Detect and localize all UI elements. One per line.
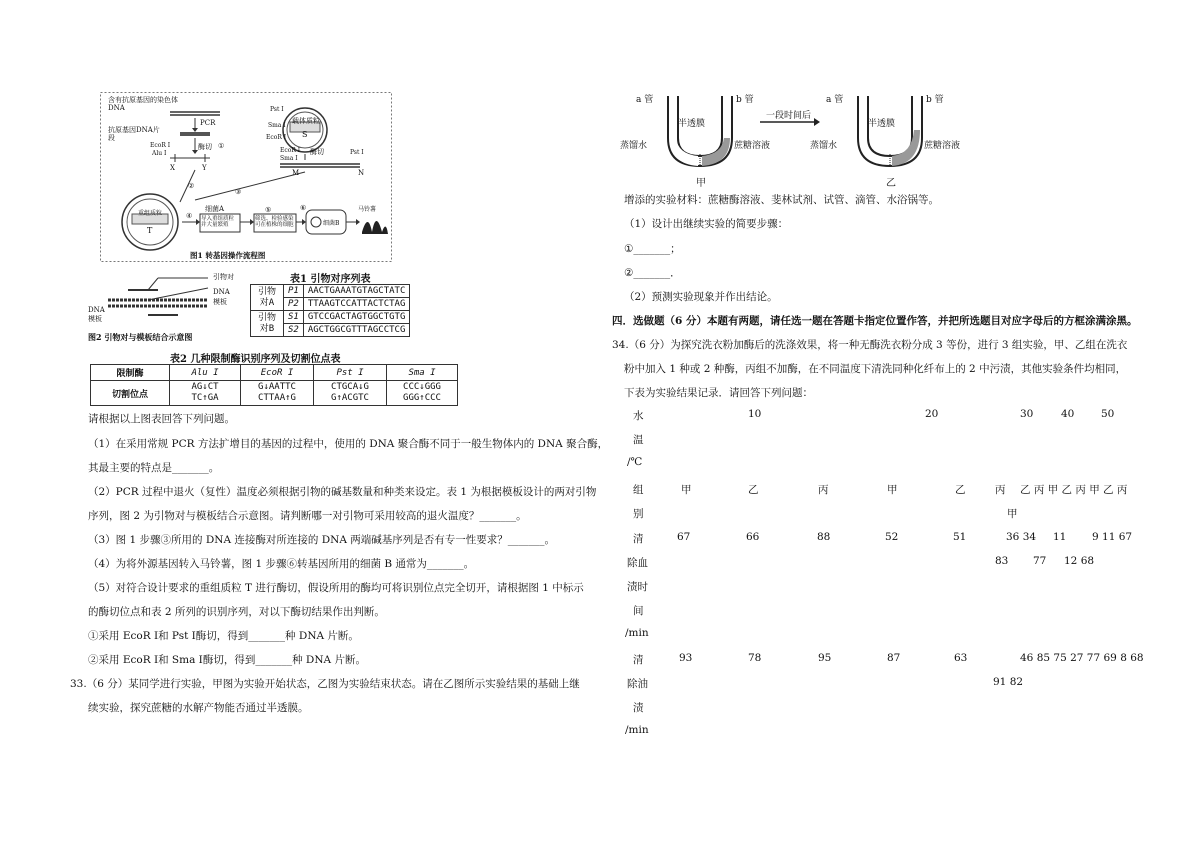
table-cell: 乙 丙 甲 乙 丙 甲 乙 丙 [1020,484,1128,496]
text-line: （3）图 1 步骤③所用的 DNA 连接酶对所连接的 DNA 两端碱基序列是否有专一性要求？_______。 [88,534,556,546]
fig1-label-sma3: Sma I [280,155,298,162]
sucrose-label-yi: 蔗糖溶液 [924,141,961,151]
table-cell: 50 [1101,408,1115,420]
fig1-label-y: Y [202,164,207,172]
figure-1-gene-flowchart [100,92,392,262]
fig1-label-step2: ② [188,182,195,190]
figure-2-primer-template [88,270,248,346]
text-line: 下表为实验结果记录．请回答下列问题： [624,387,813,399]
table-cell: 10 [748,408,762,420]
fig1-label-ecor: EcoR I [150,142,171,149]
table-cell: 93 [679,652,693,664]
fig1-label-x: X [170,164,175,172]
table-cell: /℃ [627,456,643,468]
table2-restriction-enzymes [90,364,458,406]
table-row [91,365,458,381]
fig1-label-pst-top: Pst I [270,106,284,113]
figure-u-tube-experiment [620,90,961,189]
text-line: 粉中加入 1 种或 2 种酶，丙组不加酶，在不同温度下清洗同种化纤布上的 2 中污渍，其他实验条件均相同， [624,363,1127,375]
fig1-label-pst3: Pst I [350,149,364,156]
text-line: ①_______； [624,243,681,255]
fig1-label-plasmid: 载体质粒 [292,117,320,125]
table-cell: 67 [677,531,691,543]
table-cell: 丙 [818,484,829,496]
fig1-label-step6: ⑥ [300,204,307,212]
arrow-label: 一段时间后 [766,111,812,121]
table1-cell: S2 [284,324,304,337]
b-tube-label-yi: b 管 [926,95,944,105]
table2-header: 限制酶 [91,365,170,381]
fig2-label-primer: 引物对 [213,273,234,281]
table-cell: 清 [633,654,644,666]
fig1-label-cut1: 酶切 [198,143,212,151]
fig1-label-s: S [302,130,308,139]
fig1-label-step3: ③ [235,188,242,196]
table-cell: 组 [633,484,644,496]
text-line: 增添的实验材料：蔗糖酶溶液、斐林试剂、试管、滴管、水浴锅等。 [624,194,939,206]
water-label-yi: 蒸馏水 [810,141,838,151]
table-row [91,381,458,406]
fig1-label-pcr: PCR [200,119,216,127]
label-jia: 甲 [696,178,706,189]
text-line: 的酶切位点和表 2 所列的识别序列，对以下酶切结果作出判断。 [88,606,385,618]
fig1-label-alu: Alu I [152,150,167,157]
table1-group: 引物对B [251,311,284,337]
table-cell: 46 85 75 27 77 69 8 68 [1020,652,1144,664]
table-cell: 别 [633,508,644,520]
table-cell: 间 [633,605,644,617]
text-line: （2）预测实验现象并作出结论。 [624,291,778,303]
table-cell: 除血 [627,557,648,569]
table-cell: 乙 [748,484,759,496]
table-cell: 甲 [681,484,692,496]
table2-header: Sma I [387,365,458,381]
table1-cell: GTCCGACTAGTGGCTGTG [303,311,410,324]
table1-primer-pairs [250,284,410,337]
table-cell: 36 34 [1006,531,1037,543]
table-cell: 甲 [887,484,898,496]
table-cell: 66 [746,531,760,543]
table1-cell: AGCTGGCGTTTAGCCTCG [303,324,410,337]
membrane-label-yi: 半透膜 [868,119,896,129]
text-line: （4）为将外源基因转入马铃薯，图 1 步骤⑥转基因所用的细菌 B 通常为_______。 [88,558,475,570]
table-row [251,285,410,298]
fig1-label-step4: ④ [186,212,193,220]
text-line: 序列，图 2 为引物对与模板结合示意图。请判断哪一对引物可采用较高的退火温度？_______。 [88,510,527,522]
text-line: （1）在采用常规 PCR 方法扩增目的基因的过程中，使用的 DNA 聚合酶不同于一般生物体内的 DNA 聚合酶， [88,438,609,450]
text-line: 请根据以上图表回答下列问题。 [88,413,235,425]
table-cell: 丙 [995,484,1006,496]
table-cell: 87 [887,652,901,664]
table1-cell: P1 [284,285,304,298]
sucrose-label-jia: 蔗糖溶液 [734,141,771,151]
table-cell: 渍 [633,702,644,714]
fig1-box2-label: 筛选、检验感染可在植株的细胞 [255,216,294,228]
a-tube-label-jia: a 管 [636,95,654,105]
fig1-label-antigen-dna: 抗原基因DNA片段 [108,126,160,142]
table-cell: 11 [1053,531,1067,543]
table-cell: 清 [633,533,644,545]
fig1-label-t: T [147,226,153,235]
text-line: （5）对符合设计要求的重组质粒 T 进行酶切，假设所用的酶均可将识别位点完全切开，请根据图 1 中标示 [88,582,584,594]
table-cell: 9 11 67 [1092,531,1133,543]
label-yi: 乙 [886,178,896,189]
table-cell: 温 [633,434,644,446]
text-line: 续实验，探究蔗糖的水解产物能否通过半透膜。 [88,702,309,714]
table-cell: 20 [925,408,939,420]
table-row [251,311,410,324]
fig1-label-m: M [292,169,300,177]
table2-cell: AG↓CT TC↑GA [170,381,241,406]
text-line: （2）PCR 过程中退火（复性）温度必须根据引物的碱基数量和种类来设定。表 1 为根据模板设计的两对引物 [88,486,597,498]
fig1-label-sma: Sma I [268,122,286,129]
text-line: 其最主要的特点是_______。 [88,462,220,474]
table-cell: 51 [953,531,967,543]
fig1-box1-label: 导入重组质粒并大量繁殖 [201,216,235,228]
table2-row-label: 切割位点 [91,381,170,406]
table1-cell: TTAAGTCCATTACTCTAG [303,298,410,311]
table-cell: 77 [1033,555,1047,567]
table-cell: 除油 [627,678,648,690]
question-33: 33.（6 分）某同学进行实验，甲图为实验开始状态，乙图为实验结束状态。请在乙图所示实验结果的基础上继 [70,678,580,690]
table-cell: 88 [817,531,831,543]
table-cell: /min [625,724,649,736]
table-cell: 63 [954,652,968,664]
table-cell: 95 [818,652,832,664]
text-line: ②_______． [624,267,681,279]
table1-caption: 表1 引物对序列表 [290,274,371,285]
table2-cell: CTGCA↓G G↑ACGTC [314,381,387,406]
text-line: ②采用 EcoR Ⅰ和 Sma Ⅰ酶切，得到_______种 DNA 片断。 [88,654,366,666]
fig1-label-bacteria-a: 细菌A [205,205,225,213]
table2-cell: CCC↓GGG GGG↑CCC [387,381,458,406]
fig1-label-bacteria-b: 细菌B [323,220,340,227]
table2-caption: 表2 几种限制酶识别序列及切割位点表 [170,354,341,365]
table1-cell: P2 [284,298,304,311]
fig1-label-plant: 马铃薯 [358,206,377,213]
table-cell: 12 68 [1064,555,1095,567]
section-4-heading: 四．选做题（6 分）本题有两题，请任选一题在答题卡指定位置作答，并把所选题目对应字母后的方框涂满涂黑。 [612,315,1138,327]
fig1-label-step5: ⑤ [265,206,272,214]
fig1-label-cut2: 酶切 [310,148,324,156]
table1-group: 引物对A [251,285,284,311]
table-cell: 水 [633,410,644,422]
text-line: ①采用 EcoR Ⅰ和 Pst Ⅰ酶切，得到_______种 DNA 片断。 [88,630,359,642]
table-cell: 40 [1061,408,1075,420]
table2-header: EcoR I [241,365,314,381]
fig1-label-recomb: 重组质粒 [138,210,163,217]
fig2-label-dna: DNA [213,288,230,296]
water-label-jia: 蒸馏水 [620,141,648,151]
question-34: 34.（6 分）为探究洗衣粉加酶后的洗涤效果，将一种无酶洗衣粉分成 3 等份，进行 3 组实验，甲、乙组在洗衣 [612,339,1128,351]
table-cell: 83 [995,555,1009,567]
table-cell: 52 [885,531,899,543]
table-cell: 30 [1020,408,1034,420]
table1-cell: AACTGAAATGTAGCTATC [303,285,410,298]
table-cell: 甲 [1007,508,1018,520]
fig1-label-step1: ① [218,142,225,150]
text-line: （1）设计出继续实验的简要步骤： [624,218,789,230]
b-tube-label-jia: b 管 [736,95,754,105]
table2-header: Pst I [314,365,387,381]
fig1-caption: 图1 转基因操作流程图 [190,251,266,260]
fig2-label-dna-template: DNA模板 [88,306,105,323]
fig2-caption: 图2 引物对与模板结合示意图 [88,332,193,342]
fig1-label-chromosome: 含有抗原基因的染色体DNA [108,96,178,112]
a-tube-label-yi: a 管 [826,95,844,105]
table-cell: 78 [748,652,762,664]
table1-cell: S1 [284,311,304,324]
table-cell: 91 82 [993,676,1024,688]
table-cell: 渍时 [627,581,648,593]
fig2-label-template: 模板 [213,298,227,306]
table2-header: Alu I [170,365,241,381]
fig1-label-n: N [358,169,365,177]
table2-cell: G↓AATTC CTTAA↑G [241,381,314,406]
fig1-label-ecor3: EcoR I [280,147,301,154]
membrane-label-jia: 半透膜 [678,119,706,129]
fig1-label-ecor2: EcoR I [266,134,287,141]
table-cell: /min [625,627,649,639]
table-cell: 乙 [955,484,966,496]
